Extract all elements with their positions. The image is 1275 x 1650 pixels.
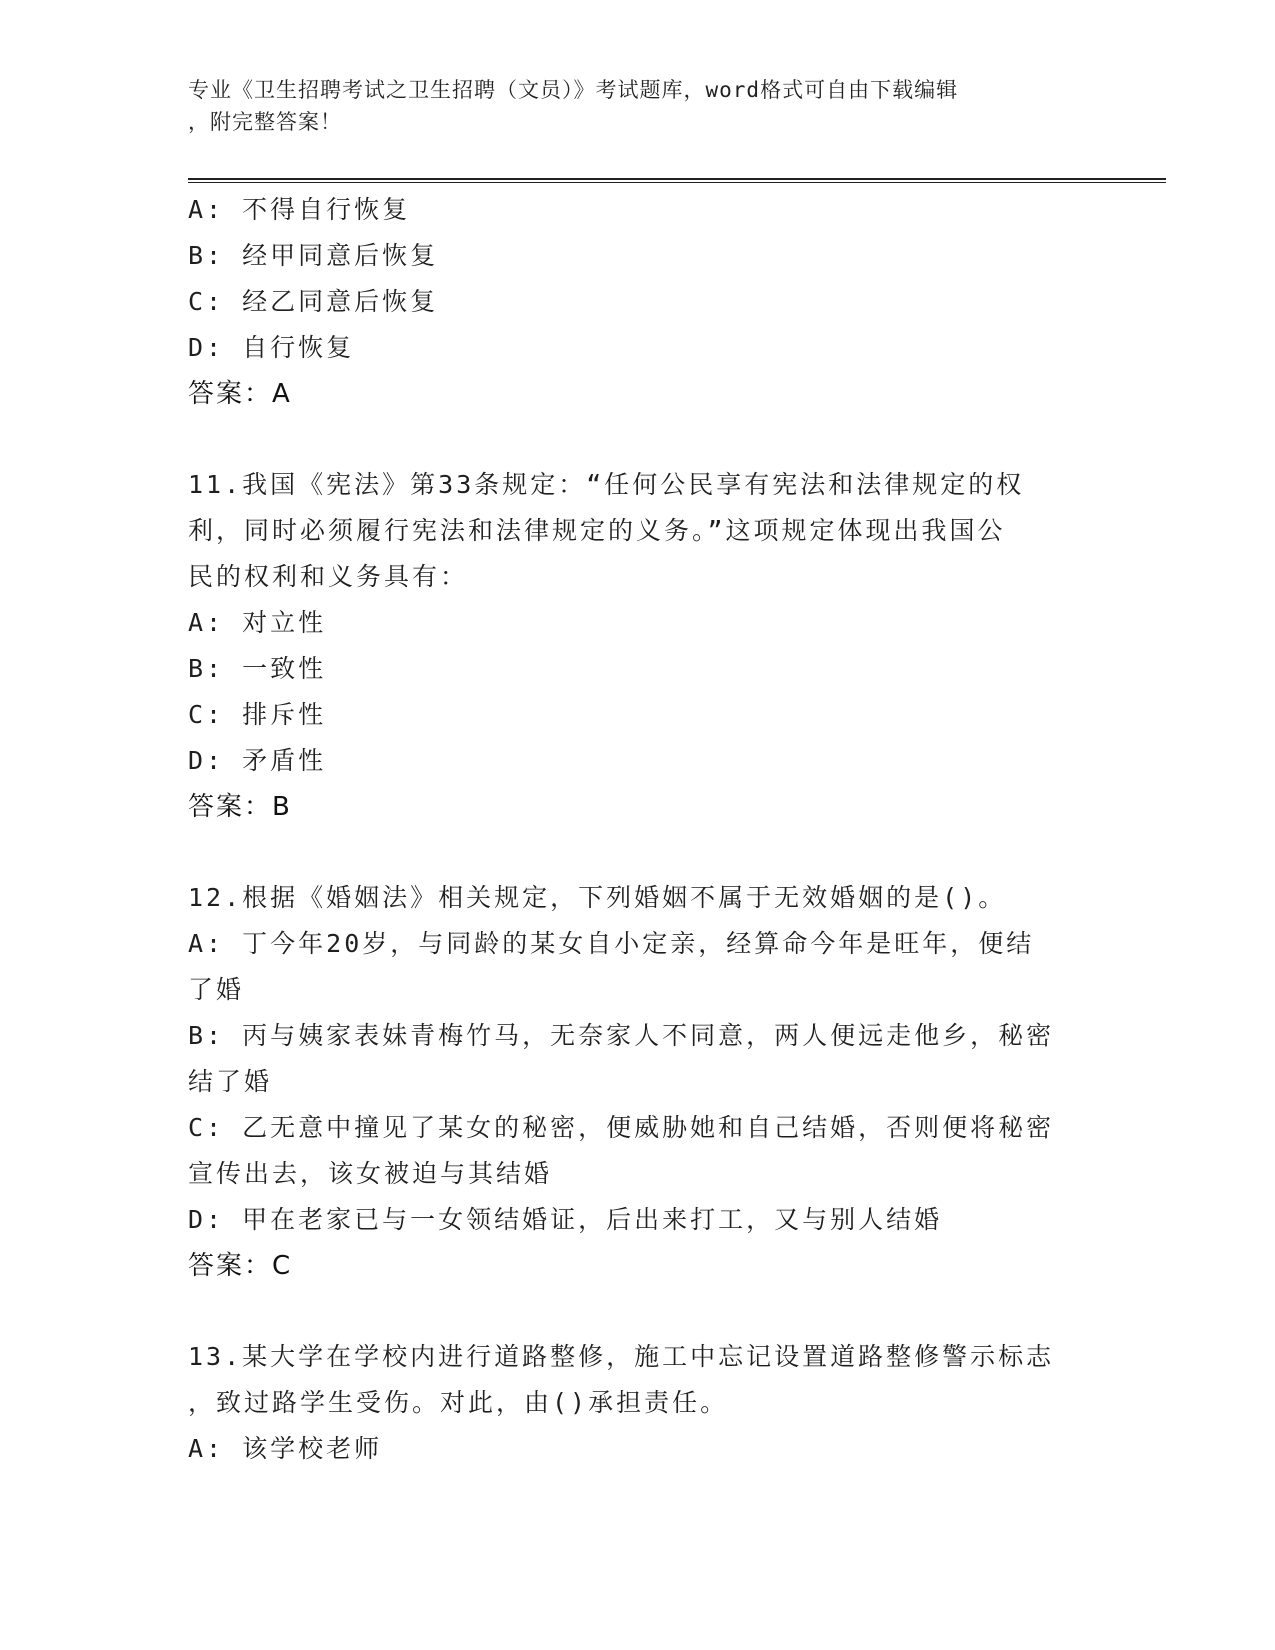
answer-label: 答案：C [188, 1251, 293, 1281]
option-c: C: 排斥性 [188, 700, 327, 729]
option-a-line-2: 了婚 [188, 975, 245, 1004]
option-a: A: 该学校老师 [188, 1434, 383, 1463]
option-b: B: 经甲同意后恢复 [188, 241, 439, 270]
header-title-line-1: 专业《卫生招聘考试之卫生招聘（文员）》考试题库，word格式可自由下载编辑 [188, 78, 959, 102]
option-d: D: 矛盾性 [188, 746, 327, 775]
answer-label: 答案：A [188, 379, 292, 409]
question-stem-line: 13.某大学在学校内进行道路整修，施工中忘记设置道路整修警示标志 [188, 1342, 1055, 1371]
option-c-line-2: 宣传出去，该女被迫与其结婚 [188, 1159, 553, 1188]
question-12 [188, 875, 1088, 1289]
option-d: D: 甲在老家已与一女领结婚证，后出来打工，又与别人结婚 [188, 1205, 943, 1234]
question-stem: 12.根据《婚姻法》相关规定，下列婚姻不属于无效婚姻的是()。 [188, 883, 1007, 912]
option-a-line-1: A: 丁今年20岁，与同龄的某女自小定亲，经算命今年是旺年，便结 [188, 929, 1035, 958]
option-b-line-1: B: 丙与姨家表妹青梅竹马，无奈家人不同意，两人便远走他乡，秘密 [188, 1021, 1055, 1050]
option-b: B: 一致性 [188, 654, 327, 683]
question-13 [188, 1334, 1088, 1472]
option-a: A: 对立性 [188, 608, 327, 637]
question-list [188, 187, 1088, 1472]
spacer [188, 830, 1088, 875]
header-title-line-2: ，附完整答案！ [188, 110, 342, 134]
spacer [188, 1289, 1088, 1334]
option-a: A: 不得自行恢复 [188, 195, 411, 224]
option-c: C: 经乙同意后恢复 [188, 287, 439, 316]
option-d: D: 自行恢复 [188, 333, 355, 362]
option-c-line-1: C: 乙无意中撞见了某女的秘密，便威胁她和自己结婚，否则便将秘密 [188, 1113, 1055, 1142]
spacer [188, 417, 1088, 462]
question-10 [188, 187, 1088, 417]
page-header [188, 74, 1068, 138]
question-stem-line: 利，同时必须履行宪法和法律规定的义务。”这项规定体现出我国公 [188, 516, 1006, 545]
answer-label: 答案：B [188, 792, 292, 822]
question-stem-line: 11.我国《宪法》第33条规定：“任何公民享有宪法和法律规定的权 [188, 470, 1025, 499]
question-stem-line: 民的权利和义务具有： [188, 562, 469, 591]
question-stem-line: ，致过路学生受伤。对此，由()承担责任。 [188, 1388, 729, 1417]
option-b-line-2: 结了婚 [188, 1067, 273, 1096]
question-11 [188, 462, 1088, 830]
header-divider [188, 178, 1166, 183]
